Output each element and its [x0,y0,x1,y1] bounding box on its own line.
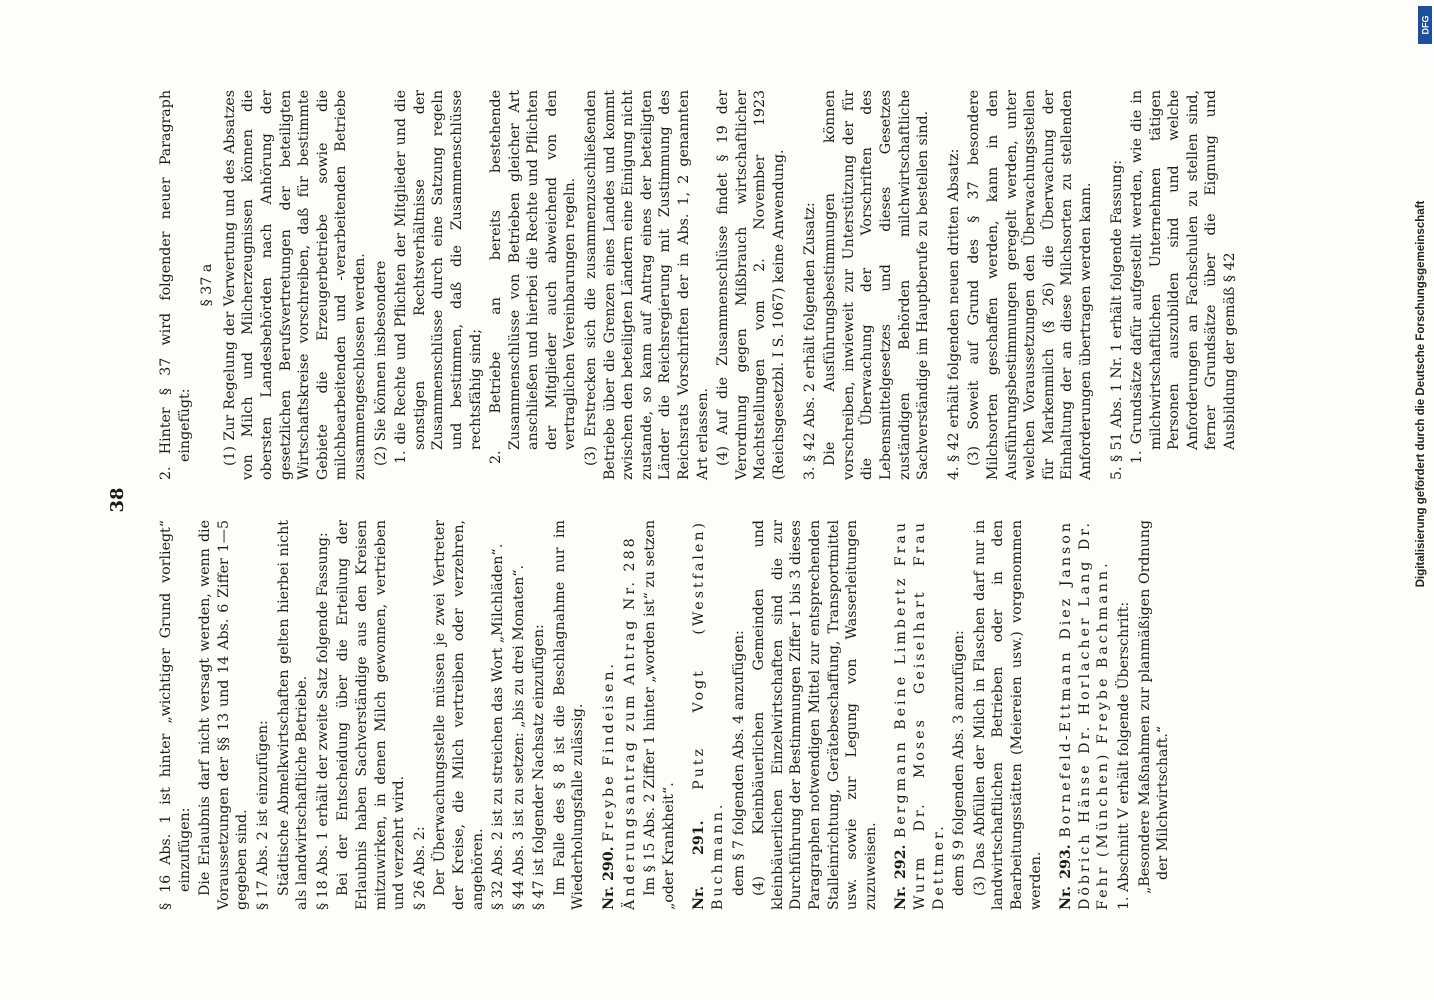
paragraph: Die Erlaubnis darf nicht versagt werden, wenn die Voraussetzungen der §§ 13 und 14 Abs. 6 Ziffer 1—5 gegeben sind. [197,520,251,910]
paragraph: (3) Soweit auf Grund des § 37 besondere Milchsorten geschaffen werden, kann in den Ausführungsbestimmungen geregelt werden, unter welchen Voraussetzungen den Überwachungsstellen für Markenmilch (§ 26) die Überwachung der Einhaltung der an diese Milchsorten zu stellenden Anforderungen übertragen werden kann. [966,90,1094,480]
motion-number: Nr. 290. [601,846,618,910]
paragraph: § 16 Abs. 1 ist hinter „wichtiger Grund vorliegt“ einzufügen: [158,520,193,910]
paragraph: Der Überwachungsstelle müssen je zwei Vertreter der Kreise, die Milch vertreiben oder verzehren, angehören. [432,520,486,910]
left-column [157,520,1175,910]
paragraph: 3. § 42 Abs. 2 erhält folgenden Zusatz: [801,202,818,480]
paragraph: § 18 Abs. 1 erhält der zweite Satz folgende Fassung: [314,532,331,910]
motion-signatories: Bornefeld-Ettmann Diez Janson Döbrich Hänse Dr. Horlacher Lang Dr. Fehr (München) Freybe Bachmann. [1058,520,1112,910]
paragraph: § 44 Abs. 3 ist zu setzen: „bis zu drei Monaten“. [510,564,527,910]
dfg-logo-text: DFG [1420,15,1430,35]
paragraph: (2) Sie können insbesondere [372,260,389,466]
list-item: 1. die Rechte und Pflichten der Mitglieder und die sonstigen Rechtsverhältnisse der Zusammenschlüsse durch eine Satzung regeln und bestimmen, daß die Zusammenschlüsse rechtsfähig sind; [393,90,484,464]
dfg-logo [1418,6,1432,44]
motion-292-heading [892,520,948,910]
list-item: 1. Grundsätze dafür aufgestellt werden, wie die in milchwirtschaftlichen Unternehmen tätigen Personen auszubilden sind und welche Anforderungen an Fachschulen zu stellen sind, ferner Grundsätze über die Eignung und Ausbildung der gemäß § 42 [1129,90,1239,464]
motion-291-heading [690,520,727,910]
paragraph: 4. § 42 erhält folgenden neuen dritten Absatz: [945,148,962,480]
funding-credit-text: Digitalisierung gefördert durch die Deutsche Forschungsgemeinschaft [1415,200,1427,588]
paragraph: (3) Erstrecken sich die zusammenzuschließenden Betriebe über die Grenzen eines Landes und kommt zwischen den beteiligten Ländern eine Einigung nicht zustande, so kann auf Antrag eines der beteiligten Länder die Reichsregierung mit Zustimmung des Reichsrats Vorschriften der in Abs. 1, 2 genannten Art erlassen. [583,90,711,480]
paragraph: Bei der Entscheidung über die Erteilung der Erlaubnis haben Sachverständige aus den Kreisen mitzuwirken, in denen Milch gewonnen, vertrieben und verzehrt wird. [335,520,408,910]
funding-credit-sidebar [1408,0,1434,1000]
motion-signatories: Bergmann Beine Limbertz Frau Wurm Dr. Moses Geiselhart Frau Dettmer. [893,520,947,910]
paragraph: dem § 7 folgenden Abs. 4 anzufügen: [730,630,747,896]
paragraph: 2. Hinter § 37 wird folgender neuer Paragraph eingefügt: [158,90,193,480]
paragraph: § 47 ist folgender Nachsatz einzufügen: [531,624,548,910]
paragraph: (1) Zur Regelung der Verwertung und des Absatzes von Milch und Milcherzeugnissen können die obersten Landesbehörden nach Anhörung der gesetzlichen Berufsvertretungen der beteiligten Wirtschaftskreise vorschreiben, daß für bestimmte Gebiete die Erzeugerbetriebe sowie die milchbearbeitenden und -verarbeitenden Betriebe zusammengeschlossen werden. [221,90,368,480]
right-column [157,90,1242,480]
rotated-page [67,50,1367,950]
paragraph: § 32 Abs. 2 ist zu streichen das Wort „Milchläden“. [490,543,507,910]
motion-number: Nr. 293. [1058,844,1075,910]
paragraph: (4) Auf die Zusammenschlüsse findet § 19 der Verordnung gegen Mißbrauch wirtschaftlicher Machtstellungen vom 2. November 1923 (Reichsgesetzbl. I S. 1067) keine Anwendung. [715,90,787,480]
paragraph: „Besondere Maßnahmen zur planmäßigen Ordnung der Milchwirtschaft.“ [1136,520,1172,894]
paragraph: Im § 15 Abs. 2 Ziffer 1 hinter „worden ist“ zu setzen „oder Krankheit“. [642,520,677,910]
paragraph: (3) Das Abfüllen der Milch in Flaschen darf nur in landwirtschaftlichen Betrieben oder in den Bearbeitungsstätten (Meiereien usw.) vorgenommen werden. [971,520,1044,910]
paragraph: (4) Kleinbäuerlichen Gemeinden und kleinbäuerlichen Einzelwirtschaften sind die zur Durchführung der Bestimmungen Ziffer 1 bis 3 dieses Paragraphen notwendigen Mittel zur entsprechenden Stalleinrichtung, Gerätebeschaffung, Transportmittel usw. sowie zur Legung von Wasserleitungen zuzuweisen. [751,520,879,910]
paragraph: Im Falle des § 8 ist die Beschlagnahme nur im Wiederholungsfalle zulässig. [551,520,587,910]
paragraph: § 17 Abs. 2 ist einzufügen: [254,720,271,910]
paragraph: 5. § 51 Abs. 1 Nr. 1 erhält folgende Fassung: [1108,159,1125,480]
motion-signatories: Putz Vogt (Westfalen) Buchmann. [691,519,727,910]
section-heading: § 37 a [199,263,216,307]
motion-290-heading [600,520,619,910]
motion-number: Nr. 292. [893,844,910,910]
paragraph: Die Ausführungsbestimmungen können vorschreiben, inwieweit zur Unterstützung der für die Überwachung der Vorschriften des Lebensmittelgesetzes und dieses Gesetzes zuständigen Behörden milchwirtschaftliche Sachverständige im Hauptberufe zu bestellen sind. [822,90,932,480]
motion-number: Nr. 291. [691,820,708,910]
list-item: 2. Betriebe an bereits bestehende Zusammenschlüsse von Betrieben gleicher Art anschließen und hierbei die Rechte und Pflichten der Mitglieder auch abweichend von den vertraglichen Vereinbarungen regeln. [488,90,579,464]
paragraph: Städtische Abmelkwirtschaften gelten hierbei nicht als landwirtschaftliche Betriebe. [275,520,311,910]
motion-title: Änderungsantrag zum Antrag Nr. 288 [621,535,638,910]
paragraph: 1. Abschnitt V erhält folgende Überschrift: [1115,601,1132,910]
motion-signatories: Freybe Findeisen. [601,661,618,842]
paragraph: dem § 9 folgenden Abs. 3 anzufügen: [951,630,968,896]
paragraph: § 26 Abs. 2: [411,826,428,910]
page-number: 38 [107,487,128,513]
motion-293-heading [1057,520,1113,910]
